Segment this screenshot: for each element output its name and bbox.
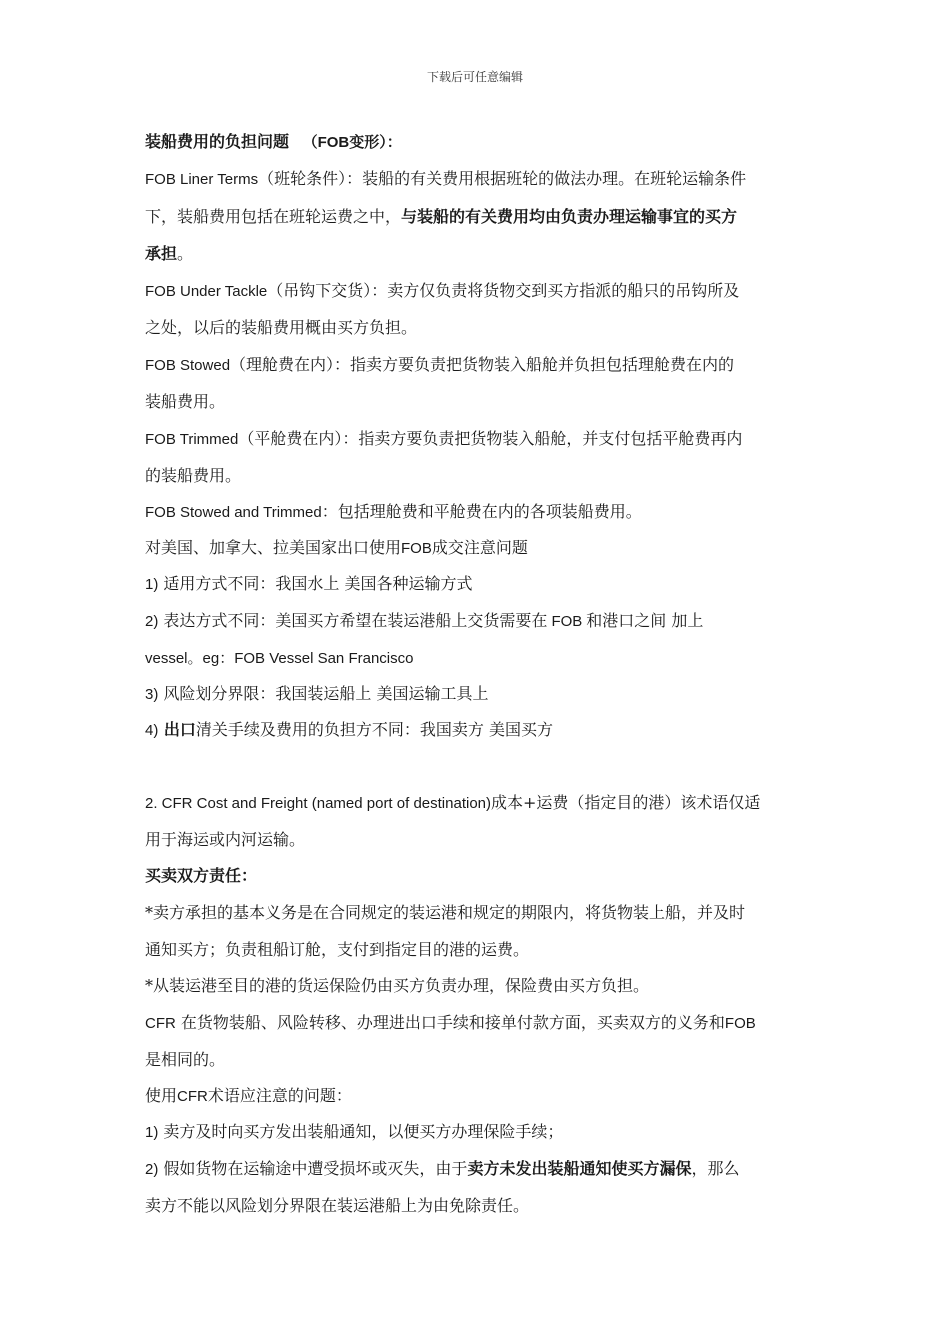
heading-tag: （FOB变形）： bbox=[302, 134, 402, 151]
paragraph-liner-line2: 下，装船费用包括在班轮运费之中，与装船的有关费用均由负责办理运输事宜的买方 bbox=[145, 207, 738, 226]
cfr-notice-item-1: 1) 卖方及时向买方发出装船通知，以便买方办理保险手续； bbox=[145, 1122, 564, 1141]
document-body bbox=[145, 124, 807, 1224]
heading-cn: 装船费用的负担问题 bbox=[145, 132, 290, 151]
term-stowed-trimmed: FOB Stowed and Trimmed bbox=[145, 504, 322, 521]
us-export-item-4: 4) 出口清关手续及费用的负担方不同：我国卖方 美国买方 bbox=[145, 720, 554, 739]
cfr-compare-line2: 是相同的。 bbox=[145, 1050, 226, 1069]
us-export-item-1: 1) 适用方式不同：我国水上 美国各种运输方式 bbox=[145, 574, 473, 593]
emphasis-buyer-bears: 与装船的有关费用均由负责办理运输事宜的买方 bbox=[401, 207, 738, 226]
us-export-item-3: 3) 风险划分界限：我国装运船上 美国运输工具上 bbox=[145, 684, 489, 703]
paragraph-trimmed-line1: FOB Trimmed（平舱费在内）：指卖方要负责把货物装入船舱，并支付包括平舱费再内 bbox=[145, 429, 743, 448]
cfr-notice-item-2-line1: 2) 假如货物在运输途中遭受损坏或灭失，由于卖方未发出装船通知使买方漏保，那么 bbox=[145, 1159, 740, 1178]
paragraph-liner-line1: FOB Liner Terms（班轮条件）：装船的有关费用根据班轮的做法办理。在班轮运输条件 bbox=[145, 169, 747, 188]
cfr-duty-1-line2: 通知买方；负责租船订舱，支付到指定目的港的运费。 bbox=[145, 940, 530, 959]
cfr-notice-heading: 使用CFR术语应注意的问题： bbox=[145, 1086, 352, 1105]
paragraph-stowed-line2: 装船费用。 bbox=[145, 392, 226, 411]
cfr-duties-heading: 买卖双方责任： bbox=[145, 866, 258, 885]
term-under-tackle: FOB Under Tackle bbox=[145, 283, 268, 300]
cfr-duty-1-line1: *卖方承担的基本义务是在合同规定的装运港和规定的期限内，将货物装上船，并及时 bbox=[145, 903, 746, 922]
page-header: 下载后可任意编辑 bbox=[426, 70, 523, 84]
us-export-heading: 对美国、加拿大、拉美国家出口使用FOB成交注意问题 bbox=[145, 538, 528, 557]
us-export-item-2-line1: 2) 表达方式不同：美国买方希望在装运港船上交货需要在 FOB 和港口之间 加上 bbox=[145, 611, 704, 630]
paragraph-under-tackle-line1: FOB Under Tackle（吊钩下交货）：卖方仅负责将货物交到买方指派的船只的吊钩所及 bbox=[145, 281, 740, 300]
cfr-heading-line1: 2. CFR Cost and Freight (named port of destination)成本+运费（指定目的港）该术语仅适 bbox=[145, 793, 761, 812]
cfr-compare-line1: CFR 在货物装船、风险转移、办理进出口手续和接单付款方面，买卖双方的义务和FOB bbox=[145, 1013, 756, 1032]
term-trimmed: FOB Trimmed bbox=[145, 431, 239, 448]
paragraph-under-tackle-line2: 之处，以后的装船费用概由买方负担。 bbox=[145, 318, 418, 337]
cfr-title-en: 2. CFR Cost and Freight (named port of destination) bbox=[145, 795, 491, 812]
cfr-notice-item-2-line2: 卖方不能以风险划分界限在装运港船上为由免除责任。 bbox=[145, 1196, 530, 1215]
emphasis-no-shipping-notice: 卖方未发出装船通知使买方漏保 bbox=[467, 1159, 692, 1178]
us-export-item-2-line2: vessel。eg：FOB Vessel San Francisco bbox=[145, 650, 414, 667]
term-liner: FOB Liner Terms bbox=[145, 171, 259, 188]
paragraph-trimmed-line2: 的装船费用。 bbox=[145, 466, 242, 485]
cfr-duty-2: *从装运港至目的港的货运保险仍由买方负责办理，保险费由买方负担。 bbox=[145, 976, 650, 995]
paragraph-spacer bbox=[145, 748, 807, 784]
term-stowed: FOB Stowed bbox=[145, 357, 231, 374]
cfr-heading-line2: 用于海运或内河运输。 bbox=[145, 830, 306, 849]
paragraph-liner-line3: 承担。 bbox=[145, 244, 194, 263]
fob-variants-heading bbox=[145, 124, 807, 160]
paragraph-stowed-trimmed: FOB Stowed and Trimmed：包括理舱费和平舱费在内的各项装船费用。 bbox=[145, 502, 642, 521]
paragraph-stowed-line1: FOB Stowed（理舱费在内）：指卖方要负责把货物装入船舱并负担包括理舱费在内的 bbox=[145, 355, 735, 374]
